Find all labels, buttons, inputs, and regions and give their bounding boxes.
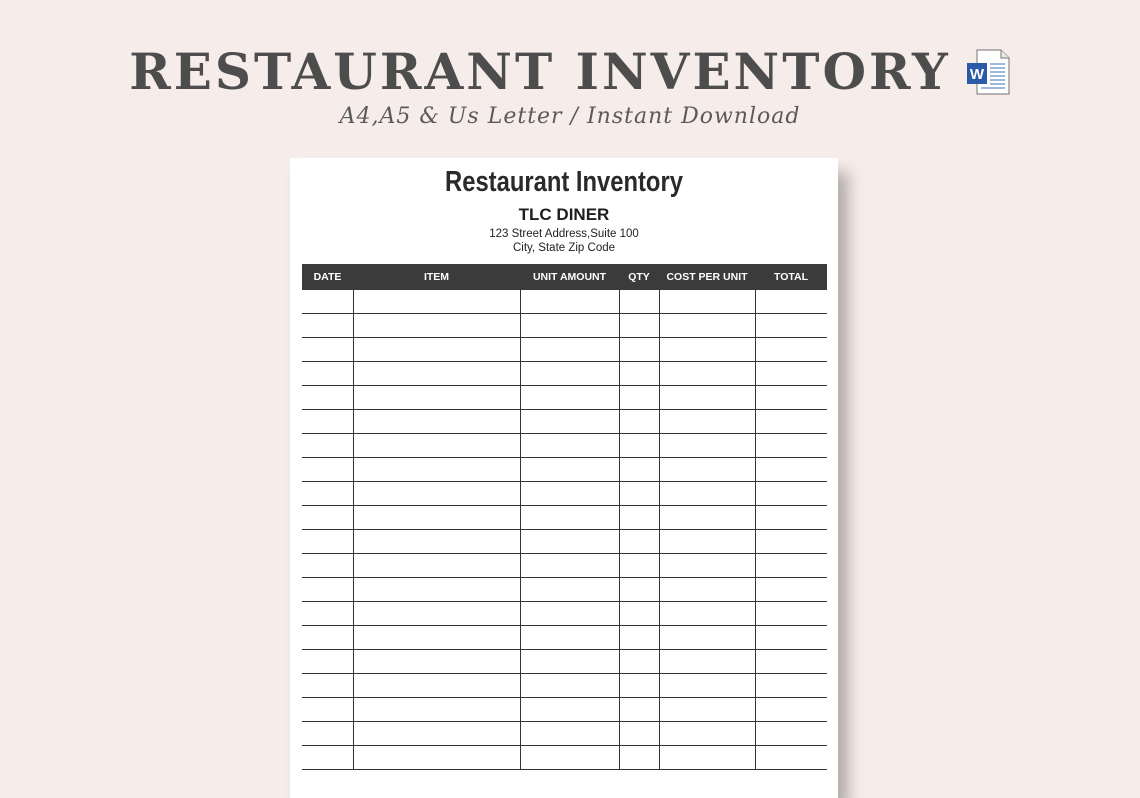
table-row xyxy=(302,386,827,410)
svg-text:W: W xyxy=(969,66,984,83)
table-cell xyxy=(520,626,619,650)
table-row xyxy=(302,746,827,770)
table-cell xyxy=(659,314,755,338)
table-row xyxy=(302,698,827,722)
column-header-qty: QTY xyxy=(619,264,659,290)
table-cell xyxy=(659,746,755,770)
banner-title: RESTAURANT INVENTORY xyxy=(129,42,951,101)
table-cell xyxy=(520,650,619,674)
table-cell xyxy=(353,410,520,434)
table-row xyxy=(302,434,827,458)
table-cell xyxy=(619,674,659,698)
table-cell xyxy=(659,482,755,506)
table-cell xyxy=(659,650,755,674)
table-body xyxy=(302,290,827,770)
column-header-date: DATE xyxy=(302,264,353,290)
business-name: TLC DINER xyxy=(518,205,610,224)
table-cell xyxy=(755,554,827,578)
table-cell xyxy=(659,626,755,650)
table-cell xyxy=(520,578,619,602)
table-row xyxy=(302,626,827,650)
table-cell xyxy=(353,506,520,530)
table-cell xyxy=(353,458,520,482)
table-cell xyxy=(755,386,827,410)
table-cell xyxy=(659,554,755,578)
table-cell xyxy=(659,506,755,530)
table-row xyxy=(302,650,827,674)
table-cell xyxy=(520,602,619,626)
address-line-2: City, State Zip Code xyxy=(512,242,616,254)
table-cell xyxy=(520,746,619,770)
table-cell xyxy=(353,530,520,554)
table-cell xyxy=(619,698,659,722)
table-row xyxy=(302,554,827,578)
table-cell xyxy=(353,746,520,770)
table-cell xyxy=(520,482,619,506)
table-cell xyxy=(755,482,827,506)
column-header-cost-per-unit: COST PER UNIT xyxy=(659,264,755,290)
table-cell xyxy=(302,434,353,458)
column-header-total: TOTAL xyxy=(755,264,827,290)
table-cell xyxy=(755,362,827,386)
table-cell xyxy=(302,314,353,338)
document-title: Restaurant Inventory xyxy=(445,166,683,198)
table-cell xyxy=(659,410,755,434)
table-row xyxy=(302,290,827,314)
table-cell xyxy=(755,290,827,314)
table-cell xyxy=(619,722,659,746)
table-row xyxy=(302,722,827,746)
table-row xyxy=(302,410,827,434)
table-row xyxy=(302,674,827,698)
table-cell xyxy=(353,434,520,458)
table-cell xyxy=(302,530,353,554)
table-cell xyxy=(619,578,659,602)
table-cell xyxy=(755,602,827,626)
table-cell xyxy=(520,530,619,554)
table-cell xyxy=(659,338,755,362)
banner-subtitle: A4,A5 & Us Letter / Instant Download xyxy=(339,104,801,129)
table-row xyxy=(302,506,827,530)
table-cell xyxy=(520,410,619,434)
table-cell xyxy=(659,386,755,410)
table-row xyxy=(302,578,827,602)
table-cell xyxy=(302,698,353,722)
table-row xyxy=(302,530,827,554)
table-cell xyxy=(302,674,353,698)
table-cell xyxy=(302,482,353,506)
table-cell xyxy=(619,530,659,554)
table-cell xyxy=(755,722,827,746)
table-cell xyxy=(619,458,659,482)
table-cell xyxy=(520,314,619,338)
table-cell xyxy=(659,698,755,722)
table-cell xyxy=(302,722,353,746)
table-cell xyxy=(520,674,619,698)
table-cell xyxy=(520,362,619,386)
table-cell xyxy=(659,578,755,602)
table-cell xyxy=(755,434,827,458)
table-cell xyxy=(353,386,520,410)
table-cell xyxy=(659,530,755,554)
table-cell xyxy=(353,290,520,314)
table-cell xyxy=(755,674,827,698)
table-cell xyxy=(659,362,755,386)
table-cell xyxy=(755,698,827,722)
word-document-icon xyxy=(965,48,1011,96)
table-header-row xyxy=(302,264,827,290)
table-cell xyxy=(520,722,619,746)
table-cell xyxy=(353,698,520,722)
table-cell xyxy=(302,290,353,314)
table-cell xyxy=(302,506,353,530)
inventory-table-wrapper xyxy=(302,264,827,770)
inventory-table xyxy=(302,264,827,770)
table-row xyxy=(302,314,827,338)
table-cell xyxy=(520,386,619,410)
table-cell xyxy=(619,434,659,458)
table-cell xyxy=(619,602,659,626)
table-cell xyxy=(755,458,827,482)
table-cell xyxy=(755,650,827,674)
table-cell xyxy=(353,602,520,626)
table-cell xyxy=(755,410,827,434)
table-row xyxy=(302,362,827,386)
table-cell xyxy=(302,362,353,386)
table-row xyxy=(302,602,827,626)
table-cell xyxy=(302,746,353,770)
table-cell xyxy=(353,626,520,650)
table-cell xyxy=(520,434,619,458)
table-cell xyxy=(755,530,827,554)
table-cell xyxy=(353,338,520,362)
table-cell xyxy=(520,290,619,314)
table-cell xyxy=(755,338,827,362)
table-cell xyxy=(659,722,755,746)
table-row xyxy=(302,458,827,482)
table-cell xyxy=(520,698,619,722)
table-cell xyxy=(755,578,827,602)
column-header-item: ITEM xyxy=(353,264,520,290)
table-cell xyxy=(659,674,755,698)
table-cell xyxy=(619,410,659,434)
table-cell xyxy=(619,314,659,338)
table-cell xyxy=(619,650,659,674)
table-cell xyxy=(520,338,619,362)
address-line-1: 123 Street Address,Suite 100 xyxy=(489,228,639,240)
table-cell xyxy=(619,506,659,530)
column-header-unit-amount: UNIT AMOUNT xyxy=(520,264,619,290)
table-cell xyxy=(302,626,353,650)
table-cell xyxy=(353,674,520,698)
table-cell xyxy=(659,458,755,482)
table-cell xyxy=(619,290,659,314)
table-cell xyxy=(755,746,827,770)
table-cell xyxy=(353,362,520,386)
table-cell xyxy=(353,578,520,602)
table-cell xyxy=(619,626,659,650)
banner-title-row xyxy=(0,40,1140,104)
table-cell xyxy=(302,650,353,674)
table-cell xyxy=(302,602,353,626)
table-cell xyxy=(619,362,659,386)
table-row xyxy=(302,482,827,506)
table-cell xyxy=(659,434,755,458)
table-cell xyxy=(520,506,619,530)
table-cell xyxy=(353,314,520,338)
table-cell xyxy=(302,338,353,362)
table-cell xyxy=(755,506,827,530)
table-cell xyxy=(520,554,619,578)
table-cell xyxy=(353,482,520,506)
table-cell xyxy=(302,458,353,482)
table-cell xyxy=(619,386,659,410)
table-cell xyxy=(302,554,353,578)
table-cell xyxy=(353,722,520,746)
table-cell xyxy=(659,602,755,626)
table-row xyxy=(302,338,827,362)
table-cell xyxy=(755,314,827,338)
table-cell xyxy=(520,458,619,482)
inventory-sheet xyxy=(290,158,838,798)
table-cell xyxy=(659,290,755,314)
table-cell xyxy=(619,554,659,578)
table-cell xyxy=(619,338,659,362)
table-cell xyxy=(619,482,659,506)
table-cell xyxy=(353,650,520,674)
table-cell xyxy=(755,626,827,650)
table-cell xyxy=(302,410,353,434)
table-cell xyxy=(302,386,353,410)
table-cell xyxy=(302,578,353,602)
table-cell xyxy=(353,554,520,578)
table-cell xyxy=(619,746,659,770)
